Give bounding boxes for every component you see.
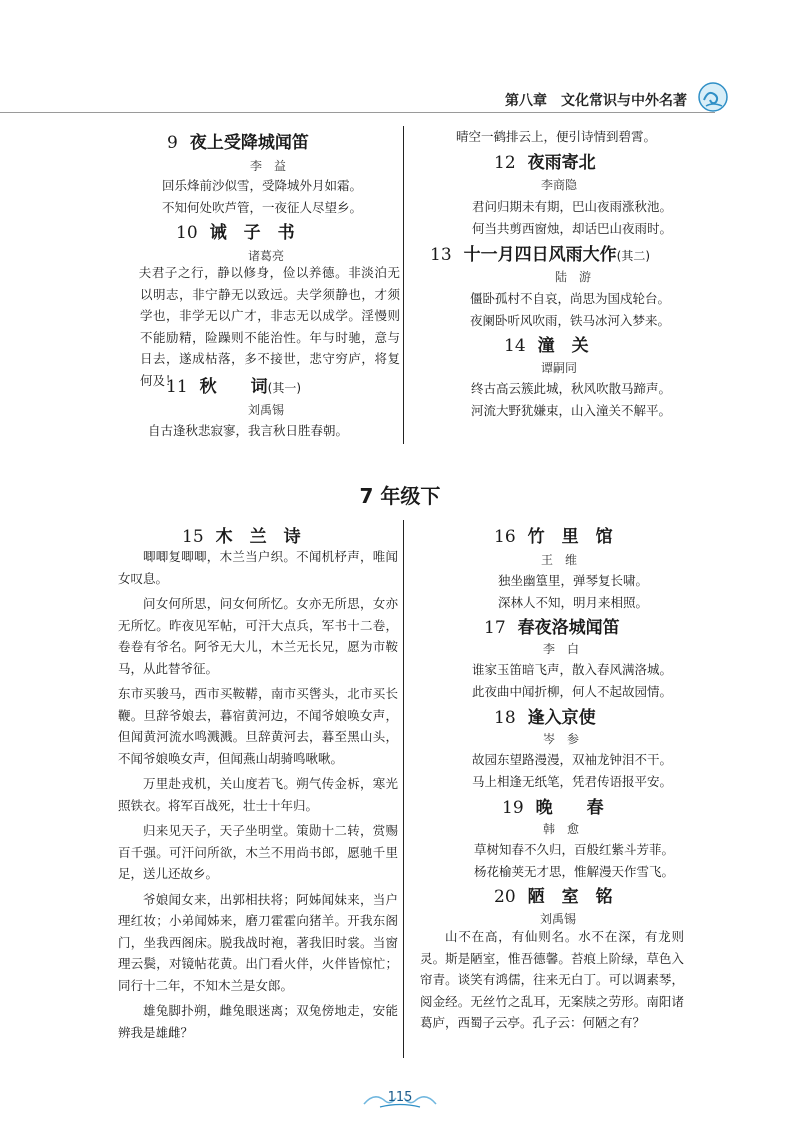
poem-author: 李 白 — [543, 642, 580, 656]
poem-title — [484, 613, 620, 638]
poem-paragraph: 归来见天子，天子坐明堂。策勋十二转，赏赐百千强。可汗问所欲，木兰不用尚书郎，愿驰千里足，送儿还故乡。 — [118, 823, 398, 881]
poem-title — [430, 240, 650, 265]
poem-number: 9 — [167, 133, 178, 153]
poem-title — [494, 882, 613, 907]
poem-number: 19 — [502, 798, 524, 818]
poem-title — [166, 372, 301, 397]
poem-line: 自古逢秋悲寂寥，我言秋日胜春朝。 — [148, 423, 349, 438]
poem-line: 僵卧孤村不自哀，尚思为国戍轮台。 — [470, 291, 671, 306]
poem-number: 10 — [176, 223, 198, 243]
poem-paragraph: 东市买骏马，西市买鞍鞯，南市买辔头，北市买长鞭。旦辞爷娘去，暮宿黄河边，不闻爷娘唤女声，但闻黄河流水鸣溅溅。旦辞黄河去，暮至黑山头，不闻爷娘唤女声，但闻燕山胡骑鸣啾啾。 — [118, 686, 398, 766]
prose-text: 山不在高，有仙则名。水不在深，有龙则灵。斯是陋室，惟吾德馨。苔痕上阶绿，草色入帘青。谈笑有鸿儒，往来无白丁。可以调素琴，阅金经。无丝竹之乱耳，无案牍之劳形。南阳诸葛庐，西蜀子云亭。孔子云：何陋之有？ — [420, 929, 684, 1030]
poem-author: 岑 参 — [543, 732, 580, 746]
poem-paragraph: 爷娘闻女来，出郭相扶将；阿姊闻妹来，当户理红妆；小弟闻姊来，磨刀霍霍向猪羊。开我东阁门，坐我西阁床。脱我战时袍，著我旧时裳。当窗理云鬓，对镜帖花黄。出门看火伴，火伴皆惊忙；同行十二年，不知木兰是女郎。 — [118, 891, 398, 993]
poem-line: 马上相逢无纸笔，凭君传语报平安。 — [472, 774, 673, 789]
poem-paragraph: 万里赴戎机，关山度若飞。朔气传金柝，寒光照铁衣。将军百战死，壮士十年归。 — [118, 776, 398, 813]
poem-author: 陆 游 — [555, 270, 592, 284]
poem-title-text: 竹 里 馆 — [527, 527, 613, 547]
poem-title — [504, 331, 589, 356]
poem-number: 14 — [504, 336, 526, 356]
poem-title-text: 十一月四日风雨大作 — [463, 245, 617, 265]
poem-title-text: 潼 关 — [537, 336, 589, 356]
poem-number: 15 — [182, 527, 204, 547]
column-divider-top — [403, 126, 404, 444]
poem-line: 谁家玉笛暗飞声，散入春风满洛城。 — [472, 662, 673, 677]
poem-author: 李 益 — [250, 159, 287, 173]
chapter-header: 第八章 文化常识与中外名著 — [505, 93, 687, 109]
mulan-poem-body — [118, 546, 398, 1043]
poem-line: 独坐幽篁里，弹琴复长啸。 — [498, 573, 649, 588]
section-title: 7 年级下 — [359, 484, 441, 508]
poem-title-text: 诫 子 书 — [209, 223, 295, 243]
poem-title — [167, 128, 309, 153]
poem-author: 刘禹锡 — [540, 912, 577, 926]
poem-title — [502, 793, 604, 818]
poem-subtitle: (其二) — [616, 249, 651, 263]
poem-title-text: 秋 词 — [199, 377, 268, 397]
poem-line: 君问归期未有期，巴山夜雨涨秋池。 — [472, 199, 673, 214]
poem-line: 故园东望路漫漫，双袖龙钟泪不干。 — [472, 752, 673, 767]
poem-title-text: 春夜洛城闻笛 — [517, 618, 620, 638]
poem-title — [494, 703, 596, 728]
header-rule — [0, 112, 715, 113]
poem-line: 不知何处吹芦管，一夜征人尽望乡。 — [162, 200, 363, 215]
poem-title-text: 木 兰 诗 — [215, 527, 301, 547]
poem-title-text: 晚 春 — [535, 798, 604, 818]
poem-paragraph: 问女何所思，问女何所忆。女亦无所思，女亦无所忆。昨夜见军帖，可汗大点兵，军书十二卷，卷卷有爷名。阿爷无大儿，木兰无长兄，愿为市鞍马，从此替爷征。 — [118, 596, 398, 676]
poem-paragraph: 唧唧复唧唧，木兰当户织。不闻机杼声，唯闻女叹息。 — [118, 549, 398, 586]
poem-author: 诸葛亮 — [248, 249, 285, 263]
wave-ornament-icon — [696, 80, 730, 114]
poem-line: 终古高云簇此城，秋风吹散马蹄声。 — [471, 381, 672, 396]
poem-author: 刘禹锡 — [248, 403, 285, 417]
poem-number: 20 — [494, 887, 516, 907]
poem-line: 深林人不知，明月来相照。 — [498, 595, 649, 610]
column-divider-bottom — [403, 520, 404, 1058]
prose-text: 夫君子之行，静以修身，俭以养德。非淡泊无以明志，非宁静无以致远。夫学须静也，才须学也，非学无以广才，非志无以成学。淫慢则不能励精，险躁则不能治性。年与时驰，意与日去，遂成枯落，多不接世，悲守穷庐，将复何及！ — [138, 265, 400, 388]
page-number: 115 — [387, 1090, 413, 1105]
poem-line: 河流大野犹嫌束，山入潼关不解平。 — [471, 403, 672, 418]
poem-line: 此夜曲中闻折柳，何人不起故园情。 — [472, 684, 673, 699]
poem-author: 谭嗣同 — [541, 361, 578, 375]
poem-number: 16 — [494, 527, 516, 547]
poem-number: 17 — [484, 618, 506, 638]
poem-title-text: 夜上受降城闻笛 — [189, 133, 309, 153]
poem-author: 韩 愈 — [543, 822, 580, 836]
poem-line: 夜阑卧听风吹雨，铁马冰河入梦来。 — [470, 313, 671, 328]
poem-title-text: 逢入京使 — [527, 708, 596, 728]
poem-line: 草树知春不久归，百般红紫斗芳菲。 — [474, 842, 675, 857]
poem-author: 李商隐 — [541, 178, 578, 192]
poem-line: 回乐烽前沙似雪，受降城外月如霜。 — [162, 178, 363, 193]
poem-author: 王 维 — [541, 553, 578, 567]
poem-line: 杨花榆荚无才思，惟解漫天作雪飞。 — [474, 864, 675, 879]
poem-number: 18 — [494, 708, 516, 728]
poem-subtitle: (其一) — [267, 381, 302, 395]
poem-number: 13 — [430, 245, 452, 265]
poem-title-text: 夜雨寄北 — [527, 153, 596, 173]
poem-line: 何当共剪西窗烛，却话巴山夜雨时。 — [472, 221, 673, 236]
poem-title — [176, 218, 295, 243]
poem-line-continued: 晴空一鹤排云上，便引诗情到碧霄。 — [456, 129, 657, 144]
poem-title-text: 陋 室 铭 — [527, 887, 613, 907]
poem-number: 11 — [166, 377, 188, 397]
poem-title — [182, 522, 301, 547]
poem-number: 12 — [494, 153, 516, 173]
poem-title — [494, 148, 596, 173]
poem-title — [494, 522, 613, 547]
poem-paragraph: 雄兔脚扑朔，雌兔眼迷离；双兔傍地走，安能辨我是雄雌？ — [118, 1003, 398, 1040]
